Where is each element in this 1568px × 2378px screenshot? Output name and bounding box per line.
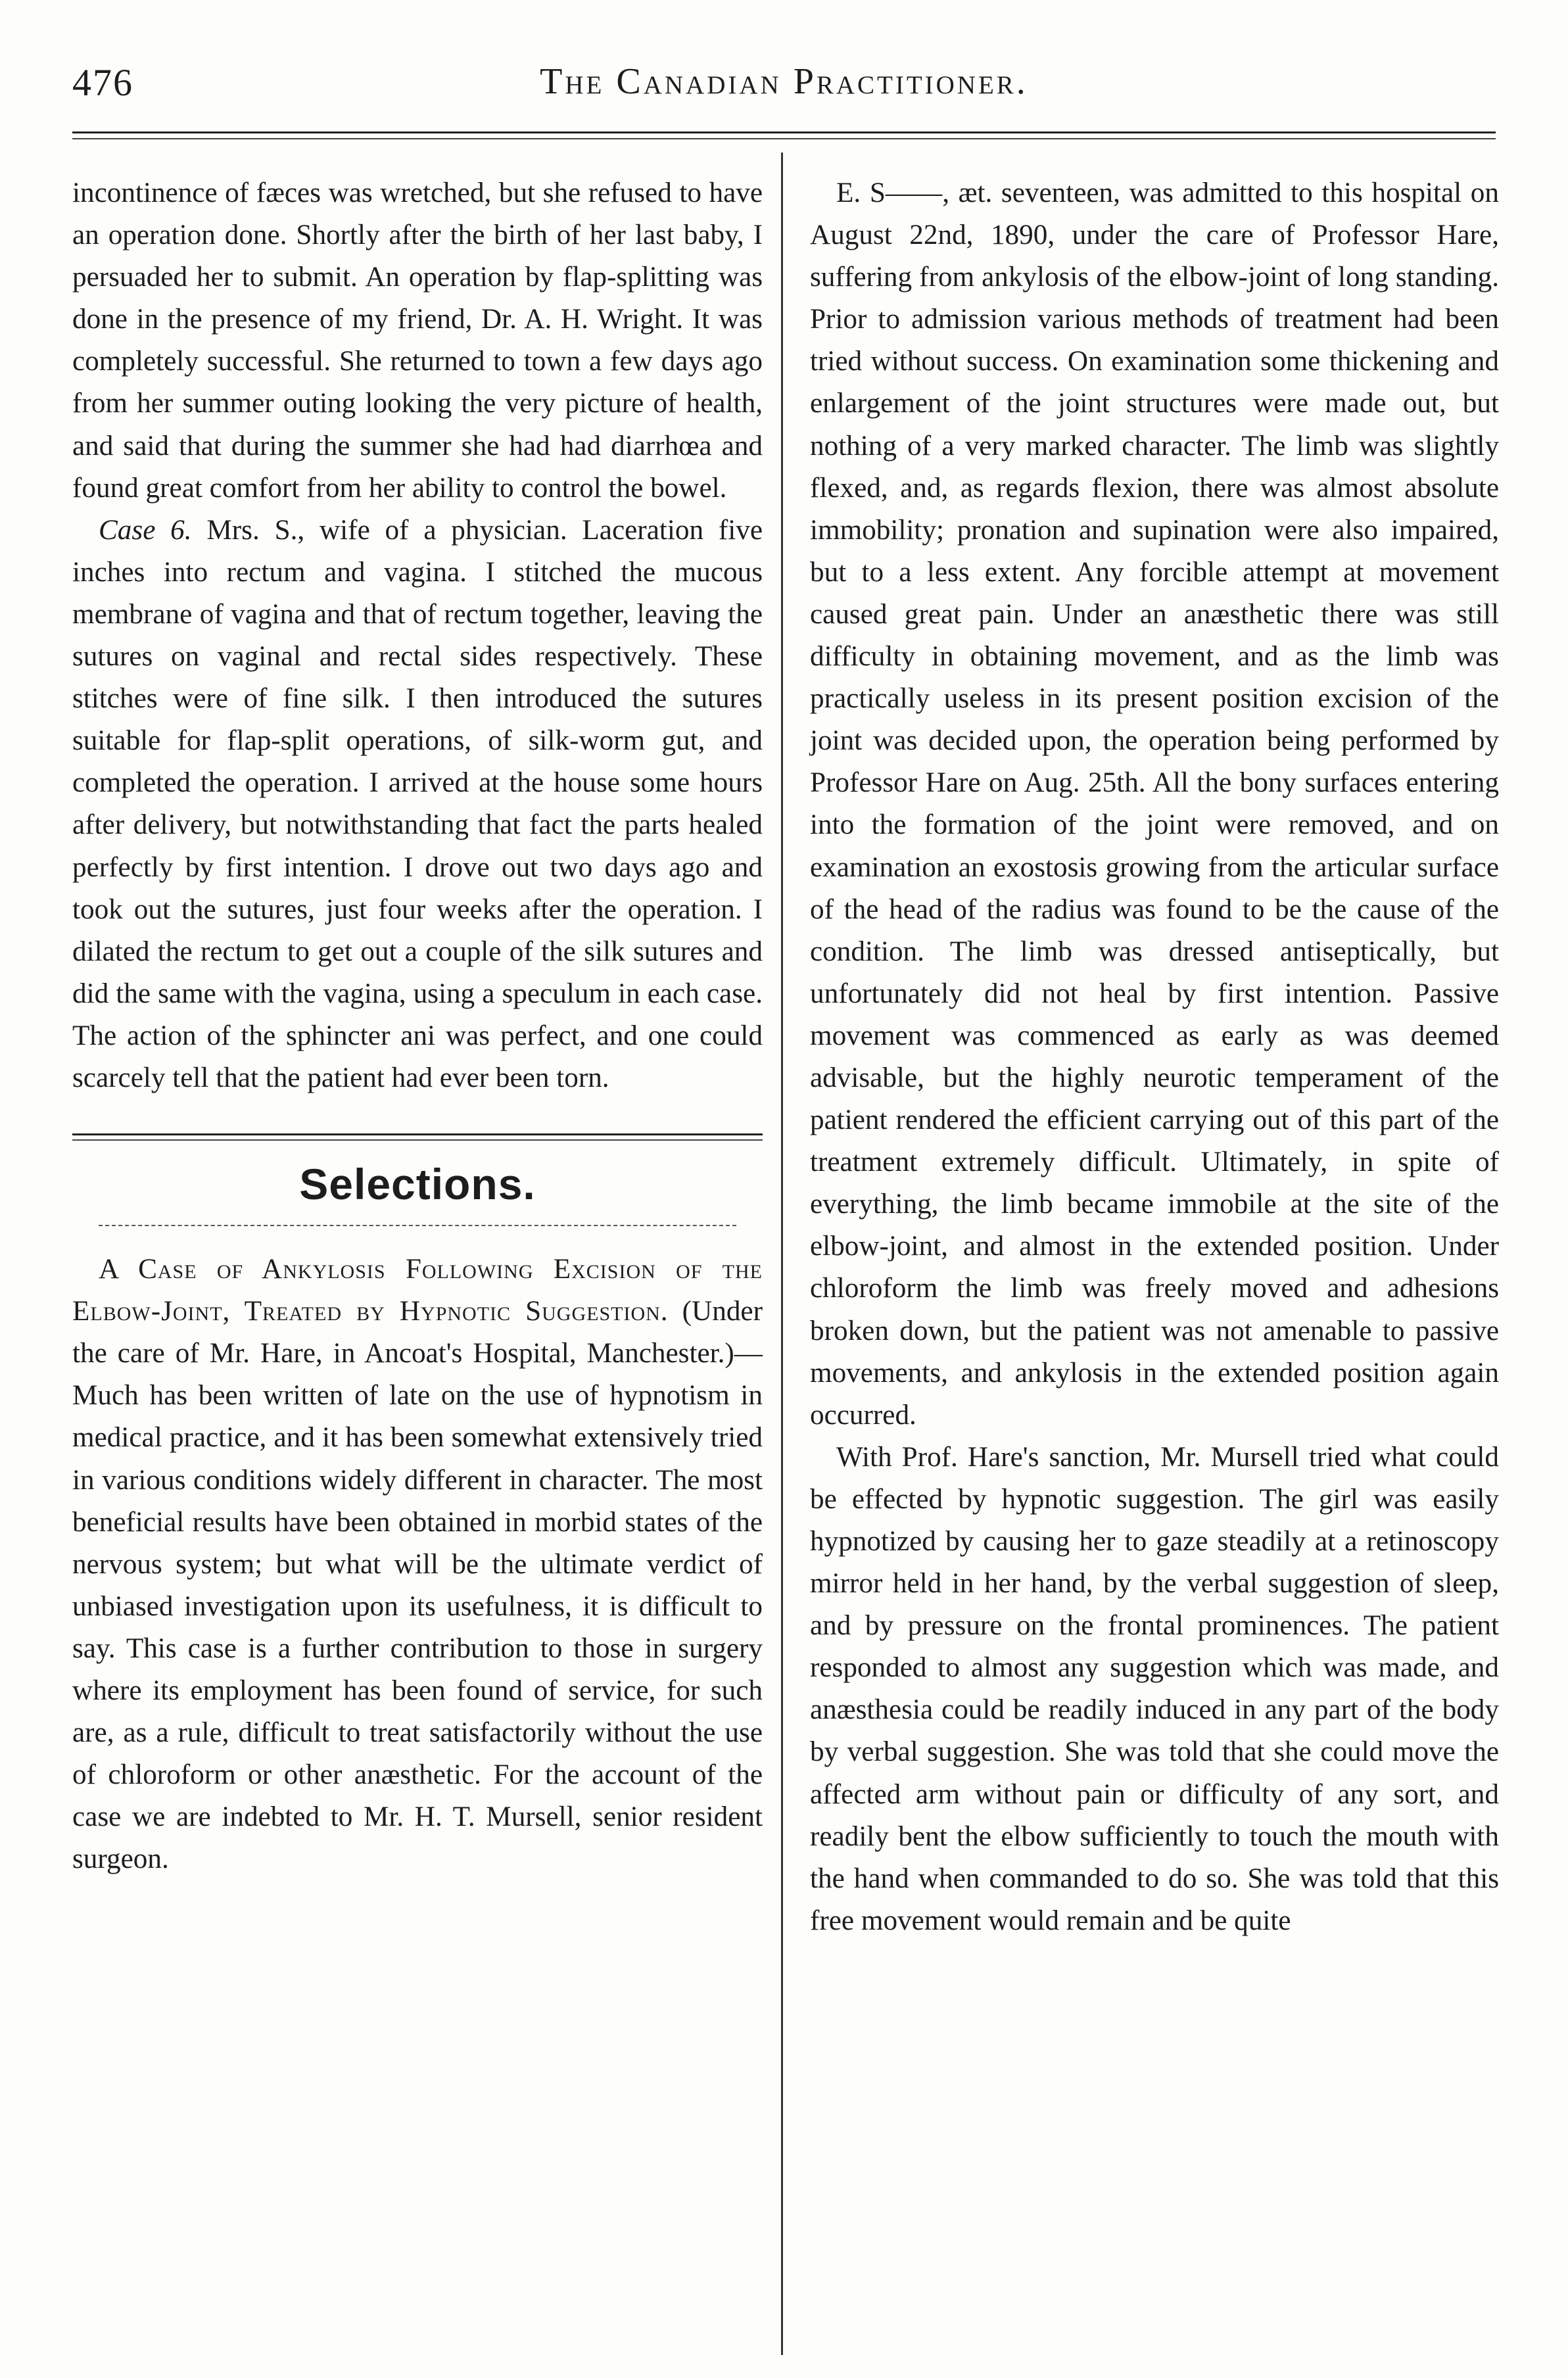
left-column bbox=[72, 172, 763, 1880]
paragraph-article-intro bbox=[72, 1248, 763, 1880]
page-number: 476 bbox=[72, 61, 133, 104]
right-column bbox=[810, 172, 1499, 1942]
header-rule bbox=[72, 131, 1496, 133]
section-dashed-rule bbox=[99, 1225, 736, 1226]
running-head bbox=[72, 60, 1496, 113]
column-divider bbox=[781, 153, 783, 2355]
section-rule-secondary bbox=[72, 1139, 763, 1141]
paragraph-incontinence: incontinence of fæces was wretched, but she refused to have an operation done. Shortly after the birth of her last baby, I persuaded her to submit. An operation by flap-splitting was done in the presence of my friend, Dr. A. H. Wright. It was completely successful. She returned to town a few days ago from her summer outing looking the very picture of health, and said that during the summer she had had diarrhœa and found great comfort from her ability to control the bowel. bbox=[72, 178, 763, 504]
journal-title: The Canadian Practitioner. bbox=[540, 61, 1028, 102]
paragraph-case-history: E. S——, æt. seventeen, was admitted to this hospital on August 22nd, 1890, under the care of Professor Hare, suffering from ankylosis of the elbow-joint of long standing. Prior to admission various methods of treatment had been tried without success. On examination some thickening and enlargement of the joint structures were made out, but nothing of a very marked character. The limb was slightly flexed, and, as regards flexion, there was almost absolute immobility; pronation and supination were also impaired, but to a less extent. Any forcible attempt at movement caused great pain. Under an anæsthetic there was still difficulty in obtaining movement, and as the limb was practically useless in its present position excision of the joint was decided upon, the operation being performed by Professor Hare on Aug. 25th. All the bony surfaces entering into the formation of the joint were removed, and on examination an exostosis growing from the articular surface of the head of the radius was found to be the cause of the condition. The limb was dressed antiseptically, but unfortunately did not heal by first intention. Passive movement was commenced as early as was deemed advisable, but the highly neurotic temperament of the patient rendered the efficient carrying out of this part of the treatment extremely difficult. Ultimately, in spite of everything, the limb became immobile at the site of the elbow-joint, and almost in the extended position. Under chloroform the limb was freely moved and adhesions broken down, but the patient was not amenable to passive movements, and ankylosis in the extended position again occurred. bbox=[810, 178, 1499, 1431]
section-rule bbox=[72, 1133, 763, 1135]
article-title: A Case of Ankylosis Following Excision of the Elbow-Joint, Treated by Hypnotic Suggestion. bbox=[72, 1254, 763, 1327]
paragraph-case-6 bbox=[72, 510, 763, 1099]
section-heading: Selections. bbox=[299, 1160, 536, 1209]
article-text: (Under the care of Mr. Hare, in Ancoat's Hospital, Manchester.)—Much has been written of late on the use of hypnotism in medical practice, and it has been somewhat extensively tried in various conditions widely different in character. The most beneficial results have been obtained in morbid states of the nervous system; but what will be the ultimate verdict of unbiased investigation upon its usefulness, it is difficult to say. This case is a further contribution to those in surgery where its employment has been found of service, for such are, as a rule, difficult to treat satisfactorily without the use of chloroform or other anæsthetic. For the account of the case we are indebted to Mr. H. T. Mursell, senior resident surgeon. bbox=[72, 1296, 763, 1875]
case-text: Mrs. S., wife of a physician. Laceration five inches into rectum and vagina. I stitched the mucous membrane of vagina and that of rectum together, leaving the sutures on vaginal and rectal sides respectively. These stitches were of fine silk. I then introduced the sutures suitable for flap-split operations, of silk-worm gut, and completed the operation. I arrived at the house some hours after delivery, but notwithstanding that fact the parts healed perfectly by first intention. I drove out two days ago and took out the sutures, just four weeks after the operation. I dilated the rectum to get out a couple of the silk sutures and did the same with the vagina, using a speculum in each case. The action of the sphincter ani was perfect, and one could scarcely tell that the patient had ever been torn. bbox=[72, 514, 763, 1093]
case-label: Case 6. bbox=[99, 514, 192, 546]
header-rule-secondary bbox=[72, 138, 1496, 139]
paragraph-hypnotic-suggestion: With Prof. Hare's sanction, Mr. Mursell tried what could be effected by hypnotic suggestion. The girl was easily hypnotized by causing her to gaze steadily at a retinoscopy mirror held in her hand, by the verbal suggestion of sleep, and by pressure on the frontal prominences. The patient responded to almost any suggestion which was made, and anæsthesia could be readily induced in any part of the body by verbal suggestion. She was told that she could move the affected arm without pain or difficulty of any sort, and readily bent the elbow sufficiently to touch the mouth with the hand when commanded to do so. She was told that this free movement would remain and be quite bbox=[810, 1441, 1499, 1936]
